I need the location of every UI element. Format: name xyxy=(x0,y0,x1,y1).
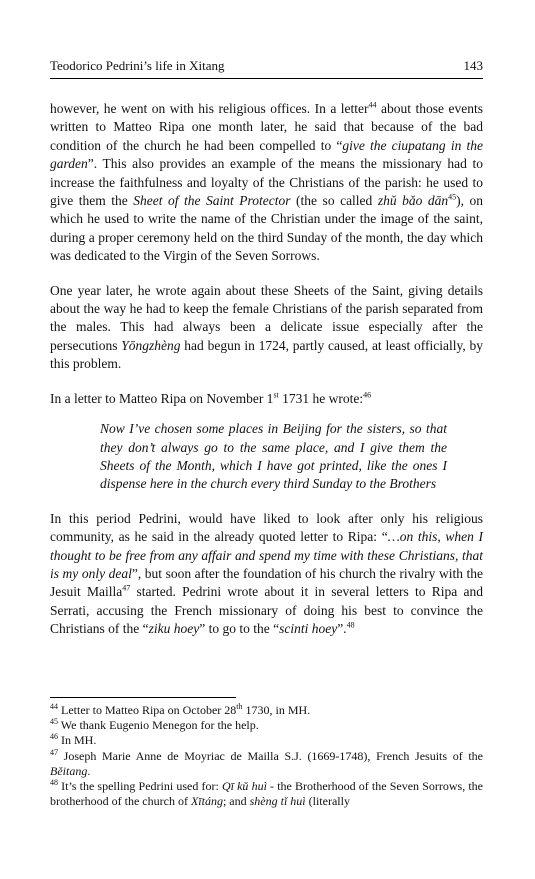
footnote-ref: th xyxy=(236,702,243,711)
italic-text: give the ciupatang in the garden xyxy=(50,137,483,172)
running-title: Teodorico Pedrini’s life in Xitang xyxy=(50,58,225,73)
footnote-ref: 45 xyxy=(448,192,457,202)
footnote-ref: 46 xyxy=(363,390,372,400)
footnote xyxy=(50,703,483,718)
text-run: ”. xyxy=(337,621,347,637)
text-run: about those events written to Matteo Ripa one month later, he said that because of the bad condition of the church he had been compelled to “ xyxy=(50,101,483,153)
paragraph xyxy=(50,510,483,639)
paragraph xyxy=(50,100,483,266)
footnote-rule xyxy=(50,697,236,698)
footnote-ref: 44 xyxy=(50,702,58,711)
text-run: . xyxy=(87,763,91,778)
text-run: started. Pedrini wrote about it in several letters to Ripa and Serrati, accusing the French missionary of doing his best to convince the Christians of the “ xyxy=(50,584,483,637)
text-run: ”, but soon after the foundation of his church the rivalry with the Jesuit Mailla xyxy=(50,565,484,600)
footnote-ref: 47 xyxy=(122,583,131,593)
running-header xyxy=(50,58,483,74)
italic-text: scinti hoey xyxy=(279,621,338,637)
text-run: It’s the spelling Pedrini used for: xyxy=(58,779,222,794)
italic-text: Qī kǔ huì xyxy=(221,779,267,794)
footnote xyxy=(50,749,483,779)
footnote-ref: st xyxy=(273,390,279,400)
italic-text: Běitang xyxy=(50,763,88,778)
footnote xyxy=(50,718,483,733)
text-run: ), on which he used to write the name of the Christian under the image of the saint, during a proper ceremony held on the third Sunday of the month, the day which was dedicated to the Virgin of the Seven Sorrows. xyxy=(50,193,483,264)
footnote-ref: 46 xyxy=(50,732,58,742)
text-run: In this period Pedrini, would have liked to look after only his religious community, as he said in the already quoted letter to Ripa: “ xyxy=(50,510,483,545)
text-run: - the Brotherhood of the Seven Sorrows, the brotherhood of the church of xyxy=(50,779,483,809)
text-run: ; and xyxy=(222,794,250,809)
paragraph xyxy=(50,282,483,374)
text-run: 1730, in MH. xyxy=(242,703,311,717)
text-run: (the so called xyxy=(290,193,378,209)
italic-text: …on this, when I thought to be free from any affair and spend my time with these Christians, that is my only deal xyxy=(50,529,483,581)
text-run: had begun in 1724, partly caused, at least officially, by this problem. xyxy=(50,337,483,372)
italic-text: ziku hoey xyxy=(148,621,200,637)
italic-text: Sheet of the Saint Protector xyxy=(133,193,291,209)
footnotes xyxy=(50,703,483,809)
text-run: however, he went on with his religious offices. In a letter xyxy=(50,101,369,116)
text-run: Letter to Matteo Ripa on October 28 xyxy=(58,703,237,717)
footnote-ref: 45 xyxy=(50,717,58,727)
text-run: One year later, he wrote again about these Sheets of the Saint, giving details about the way he had to keep the female Christians of the parish separated from the males. This had always been a delicate issue especially after the persecutions xyxy=(50,282,483,353)
header-rule xyxy=(50,78,483,79)
footnote-ref: 47 xyxy=(50,747,58,757)
footnote-ref: 48 xyxy=(50,778,58,788)
footnote xyxy=(50,733,483,748)
italic-text: shèng tǐ huì xyxy=(249,794,306,809)
footnote-ref: 48 xyxy=(346,620,355,630)
italic-text: Yōngzhèng xyxy=(121,337,181,353)
text-run: Joseph Marie Anne de Moyriac de Mailla S.J. (1669-1748), French Jesuits of the xyxy=(58,748,483,763)
italic-text: Xītáng xyxy=(190,794,223,809)
footnote-ref: 44 xyxy=(368,100,377,110)
text-run: We thank Eugenio Menegon for the help. xyxy=(58,718,259,733)
text-run: In MH. xyxy=(58,733,97,748)
text-run: (literally xyxy=(305,794,350,809)
footnote xyxy=(50,779,483,809)
paragraph xyxy=(50,390,483,408)
page-number: 143 xyxy=(463,58,483,73)
text-run: ” to go to the “ xyxy=(199,621,280,637)
text-run: 1731 he wrote: xyxy=(278,390,364,406)
text-run: ”. This also provides an example of the means the missionary had to increase the faithfulness and loyalty of the Christians of the parish: he used to give them the xyxy=(50,156,483,209)
block-quote: Now I’ve chosen some places in Beijing for the sisters, so that they don’t always go to the same place, and I give them the Sheets of the Month, which I have got printed, like the ones I dispense here in the church every third Sunday to the Brothers xyxy=(100,421,447,492)
body-text xyxy=(50,100,483,639)
text-run: In a letter to Matteo Ripa on November 1 xyxy=(50,390,274,406)
italic-text: zhǔ bǎo dān xyxy=(377,193,449,209)
